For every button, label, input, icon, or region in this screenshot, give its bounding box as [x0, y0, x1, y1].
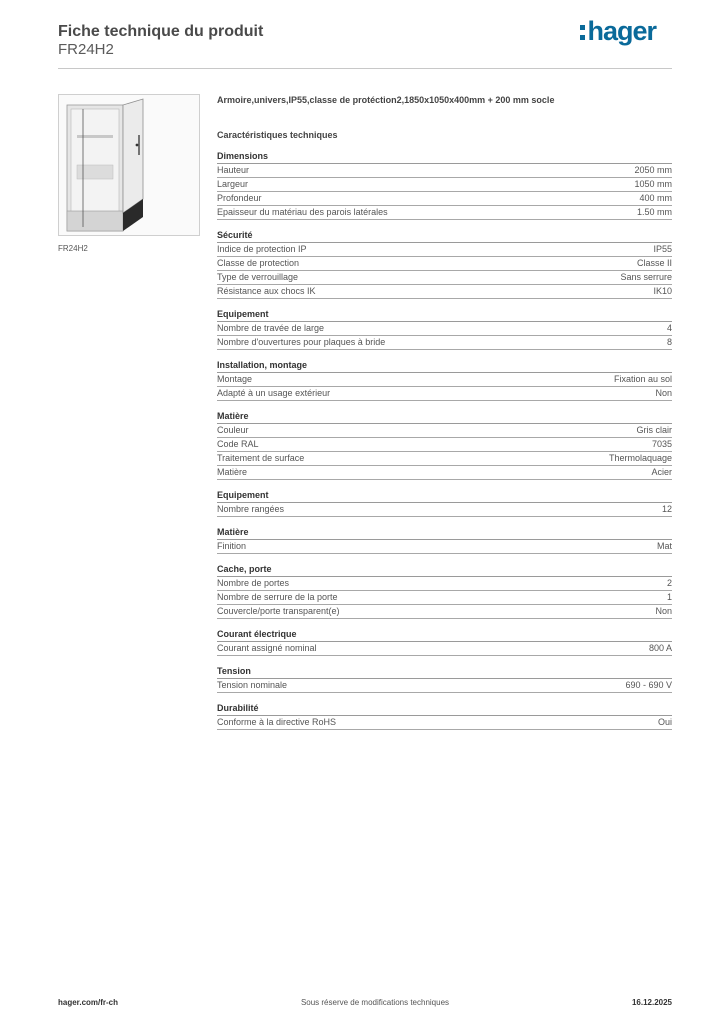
spec-label: Type de verrouillage [217, 272, 299, 282]
spec-section-title: Tension [217, 665, 672, 679]
spec-value: 1.50 mm [636, 207, 672, 217]
spec-section [217, 489, 672, 517]
spec-label: Tension nominale [217, 680, 288, 690]
spec-section [217, 150, 672, 220]
footer-date: 16.12.2025 [631, 998, 672, 1007]
product-image [58, 94, 200, 236]
spec-section-title: Installation, montage [217, 359, 672, 373]
spec-label: Code RAL [217, 439, 259, 449]
spec-section-title: Cache, porte [217, 563, 672, 577]
spec-row [217, 336, 672, 350]
spec-content [217, 94, 672, 739]
spec-value: 4 [666, 323, 672, 333]
spec-section-title: Matière [217, 410, 672, 424]
spec-section [217, 628, 672, 656]
footer-website: hager.com/fr-ch [58, 998, 119, 1007]
spec-value: 7035 [651, 439, 672, 449]
spec-row [217, 591, 672, 605]
page-header [58, 22, 263, 59]
spec-value: Gris clair [636, 425, 672, 435]
spec-section [217, 526, 672, 554]
hager-logo [580, 16, 656, 46]
spec-label: Largeur [217, 179, 249, 189]
spec-row [217, 192, 672, 206]
spec-label: Classe de protection [217, 258, 300, 268]
spec-value: Non [655, 606, 672, 616]
spec-section [217, 229, 672, 299]
spec-row [217, 206, 672, 220]
spec-value: 12 [661, 504, 672, 514]
spec-section-title: Durabilité [217, 702, 672, 716]
spec-section-title: Equipement [217, 489, 672, 503]
spec-section [217, 308, 672, 350]
spec-section [217, 359, 672, 401]
spec-label: Conforme à la directive RoHS [217, 717, 337, 727]
header-divider [58, 68, 672, 69]
spec-row [217, 679, 672, 693]
spec-section-title: Matière [217, 526, 672, 540]
spec-section [217, 563, 672, 619]
spec-value: IK10 [653, 286, 672, 296]
footer-notice: Sous réserve de modifications techniques [300, 998, 450, 1007]
spec-row [217, 577, 672, 591]
spec-label: Hauteur [217, 165, 250, 175]
spec-row [217, 285, 672, 299]
spec-row [217, 438, 672, 452]
spec-label: Couleur [217, 425, 249, 435]
spec-value: Oui [657, 717, 672, 727]
spec-section-title: Equipement [217, 308, 672, 322]
product-description: Armoire,univers,IP55,classe de protéction2,1850x1050x400mm + 200 mm socle [217, 95, 555, 105]
spec-label: Epaisseur du matériau des parois latérales [217, 207, 388, 217]
product-image-caption: FR24H2 [58, 244, 88, 253]
spec-label: Montage [217, 374, 253, 384]
spec-label: Nombre de serrure de la porte [217, 592, 338, 602]
spec-value: 400 mm [639, 193, 672, 203]
logo-wordmark: hager [587, 16, 656, 46]
spec-label: Matière [217, 467, 248, 477]
spec-section [217, 665, 672, 693]
spec-row [217, 642, 672, 656]
spec-row [217, 271, 672, 285]
spec-label: Traitement de surface [217, 453, 305, 463]
spec-value: 2 [666, 578, 672, 588]
spec-value: Fixation au sol [613, 374, 672, 384]
tech-characteristics-heading: Caractéristiques techniques [217, 130, 338, 140]
spec-value: Mat [656, 541, 672, 551]
spec-row [217, 540, 672, 554]
spec-label: Courant assigné nominal [217, 643, 317, 653]
page-footer [58, 998, 672, 1007]
spec-section [217, 410, 672, 480]
product-reference: FR24H2 [58, 41, 114, 58]
spec-label: Résistance aux chocs IK [217, 286, 316, 296]
spec-value: 690 - 690 V [625, 680, 672, 690]
spec-section-title: Courant électrique [217, 628, 672, 642]
spec-value: Classe II [636, 258, 672, 268]
spec-row [217, 178, 672, 192]
spec-label: Nombre de travée de large [217, 323, 325, 333]
spec-row [217, 387, 672, 401]
logo-colon-icon [580, 25, 585, 40]
spec-value: Acier [651, 467, 672, 477]
spec-row [217, 373, 672, 387]
spec-section [217, 702, 672, 730]
spec-row [217, 503, 672, 517]
spec-row [217, 257, 672, 271]
spec-row [217, 452, 672, 466]
spec-row [217, 322, 672, 336]
spec-row [217, 164, 672, 178]
spec-value: 1 [666, 592, 672, 602]
spec-row [217, 466, 672, 480]
spec-sections [217, 150, 672, 730]
spec-value: Thermolaquage [608, 453, 672, 463]
spec-row [217, 243, 672, 257]
spec-value: Sans serrure [620, 272, 672, 282]
spec-value: IP55 [653, 244, 672, 254]
spec-label: Nombre d'ouvertures pour plaques à bride [217, 337, 386, 347]
spec-row [217, 716, 672, 730]
spec-label: Indice de protection IP [217, 244, 307, 254]
spec-value: 1050 mm [634, 179, 672, 189]
spec-value: 2050 mm [634, 165, 672, 175]
spec-label: Finition [217, 541, 247, 551]
spec-value: 800 A [648, 643, 672, 653]
spec-value: Non [655, 388, 672, 398]
spec-row [217, 605, 672, 619]
page-title: Fiche technique du produit [58, 23, 264, 40]
spec-label: Nombre rangées [217, 504, 285, 514]
spec-section-title: Sécurité [217, 229, 672, 243]
spec-label: Adapté à un usage extérieur [217, 388, 331, 398]
cabinet-illustration-icon [59, 95, 199, 235]
spec-section-title: Dimensions [217, 150, 672, 164]
spec-row [217, 424, 672, 438]
spec-label: Nombre de portes [217, 578, 290, 588]
spec-label: Couvercle/porte transparent(e) [217, 606, 340, 616]
spec-value: 8 [666, 337, 672, 347]
spec-label: Profondeur [217, 193, 262, 203]
